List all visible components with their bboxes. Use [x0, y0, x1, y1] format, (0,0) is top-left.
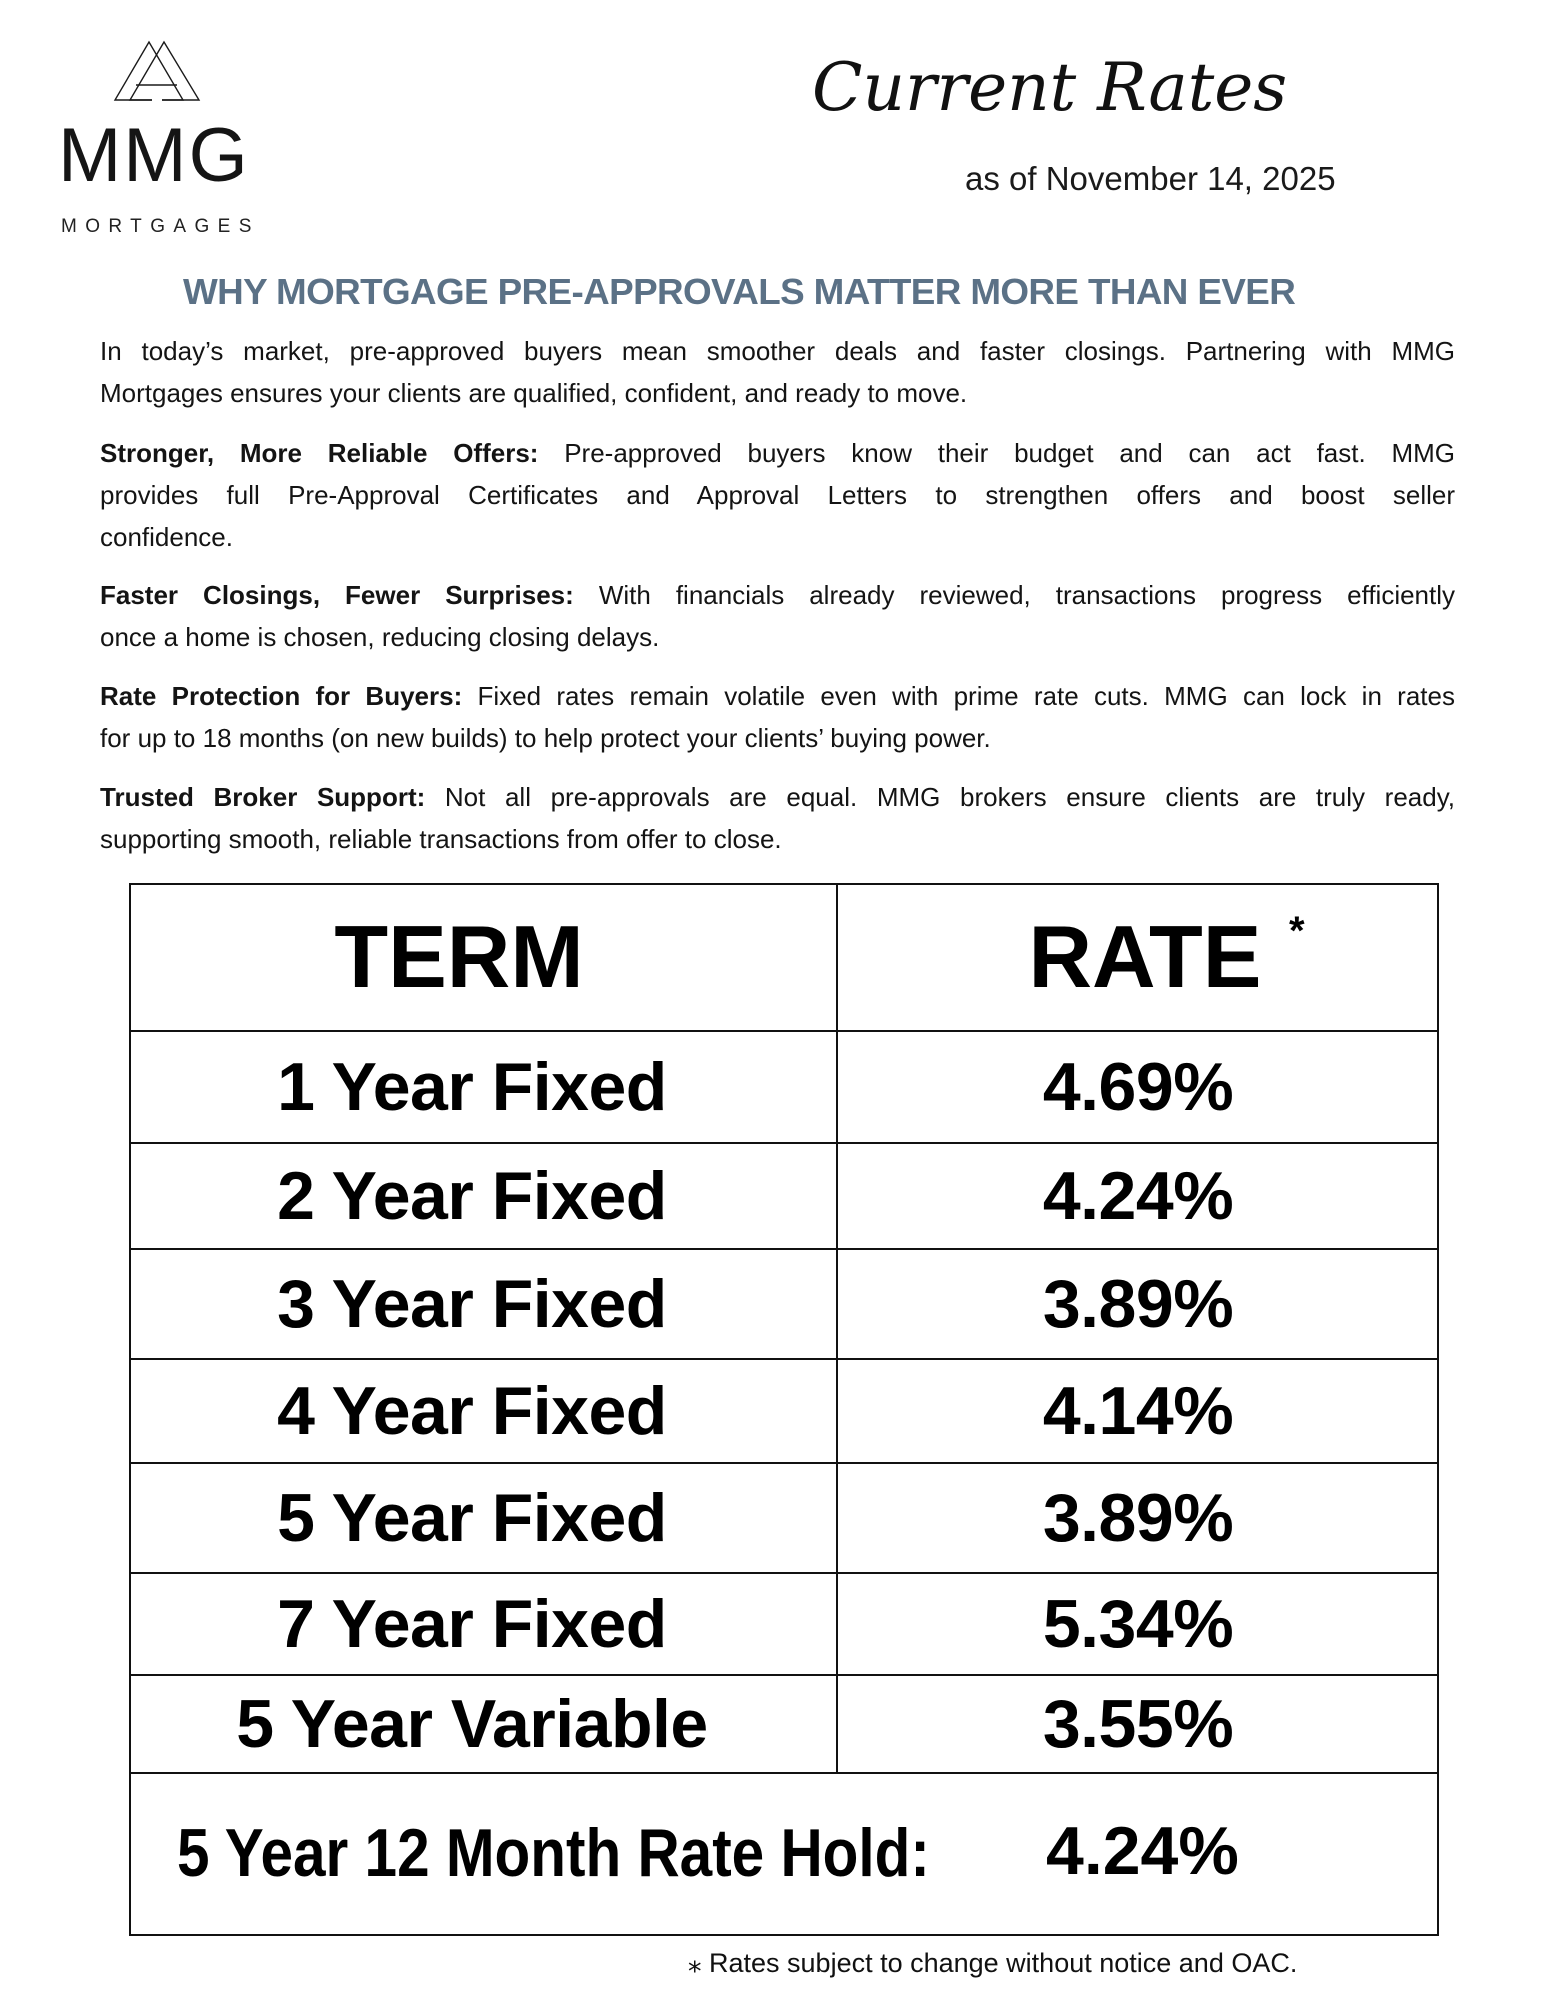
table-row-rate: 4.14%: [1042, 1373, 1234, 1449]
page-title: Current Rates: [812, 49, 1288, 126]
paragraph-line: In today’s market, pre-approved buyers mean smoother deals and faster closings. Partnering with MMG: [100, 336, 1455, 366]
table-row-rate: 3.89%: [1042, 1266, 1234, 1342]
point-text: Pre-approved buyers know their budget and can act fast. MMG: [564, 438, 1455, 468]
table-row-rate: 3.55%: [1042, 1686, 1234, 1762]
rate-hold-label: 5 Year 12 Month Rate Hold:: [177, 1815, 930, 1891]
table-row-term: 5 Year Fixed: [277, 1480, 667, 1556]
point-lead: Trusted Broker Support:: [100, 782, 426, 812]
point-text: With financials already reviewed, transactions progress efficiently: [598, 580, 1456, 610]
point-rate-protection: [100, 675, 1455, 759]
brand-name: MMG: [58, 113, 250, 198]
table-row-rate: 4.24%: [1042, 1158, 1234, 1234]
table-row-term: 4 Year Fixed: [277, 1373, 667, 1449]
rates-date: as of November 14, 2025: [965, 160, 1336, 197]
table-row-term: 1 Year Fixed: [277, 1049, 667, 1125]
table-border-bottom: [129, 1934, 1439, 1936]
paragraph-line: confidence.: [100, 522, 233, 552]
table-row-term: 7 Year Fixed: [277, 1586, 667, 1662]
column-header-term: [129, 883, 837, 1031]
column-header-rate-label: RATE: [1028, 907, 1262, 1006]
column-header-rate: [837, 883, 1439, 1031]
rate-hold-rate: 4.24%: [1046, 1813, 1239, 1889]
point-lead: Stronger, More Reliable Offers:: [100, 438, 539, 468]
paragraph-line: [100, 432, 1455, 474]
rates-table: [129, 883, 1439, 1936]
point-lead: Faster Closings, Fewer Surprises:: [100, 580, 574, 610]
rates-disclaimer: ⁎ Rates subject to change without notice and OAC.: [688, 1948, 1298, 1978]
intro-paragraph: [100, 330, 1455, 414]
table-row-rate: 4.69%: [1042, 1049, 1234, 1125]
table-row-term: 2 Year Fixed: [277, 1158, 667, 1234]
brand-subname: MORTGAGES: [61, 216, 260, 237]
column-header-term-label: TERM: [334, 907, 584, 1006]
paragraph-line: [100, 574, 1455, 616]
paragraph-line: [100, 776, 1455, 818]
table-row-rate: 3.89%: [1042, 1480, 1234, 1556]
section-headline: WHY MORTGAGE PRE-APPROVALS MATTER MORE THAN EVER: [183, 271, 1296, 312]
paragraph-line: for up to 18 months (on new builds) to help protect your clients’ buying power.: [100, 723, 991, 753]
paragraph-line: once a home is chosen, reducing closing delays.: [100, 622, 660, 652]
point-stronger-offers: [100, 432, 1455, 558]
paragraph-line: supporting smooth, reliable transactions from offer to close.: [100, 824, 782, 854]
point-faster-closings: [100, 574, 1455, 658]
paragraph-line: [100, 675, 1455, 717]
point-broker-support: [100, 776, 1455, 860]
paragraph-line: Mortgages ensures your clients are qualified, confident, and ready to move.: [100, 378, 968, 408]
point-lead: Rate Protection for Buyers:: [100, 681, 463, 711]
table-row-term: 5 Year Variable: [236, 1686, 708, 1762]
paragraph-line: provides full Pre-Approval Certificates and Approval Letters to strengthen offers and boost seller: [100, 480, 1455, 510]
table-row-term: 3 Year Fixed: [277, 1266, 667, 1342]
rate-asterisk: *: [1289, 909, 1305, 953]
point-text: Fixed rates remain volatile even with prime rate cuts. MMG can lock in rates: [477, 681, 1455, 711]
table-row-rate: 5.34%: [1042, 1586, 1234, 1662]
point-text: Not all pre-approvals are equal. MMG brokers ensure clients are truly ready,: [444, 782, 1455, 812]
triangle-mountain-logo-icon: [112, 40, 202, 104]
